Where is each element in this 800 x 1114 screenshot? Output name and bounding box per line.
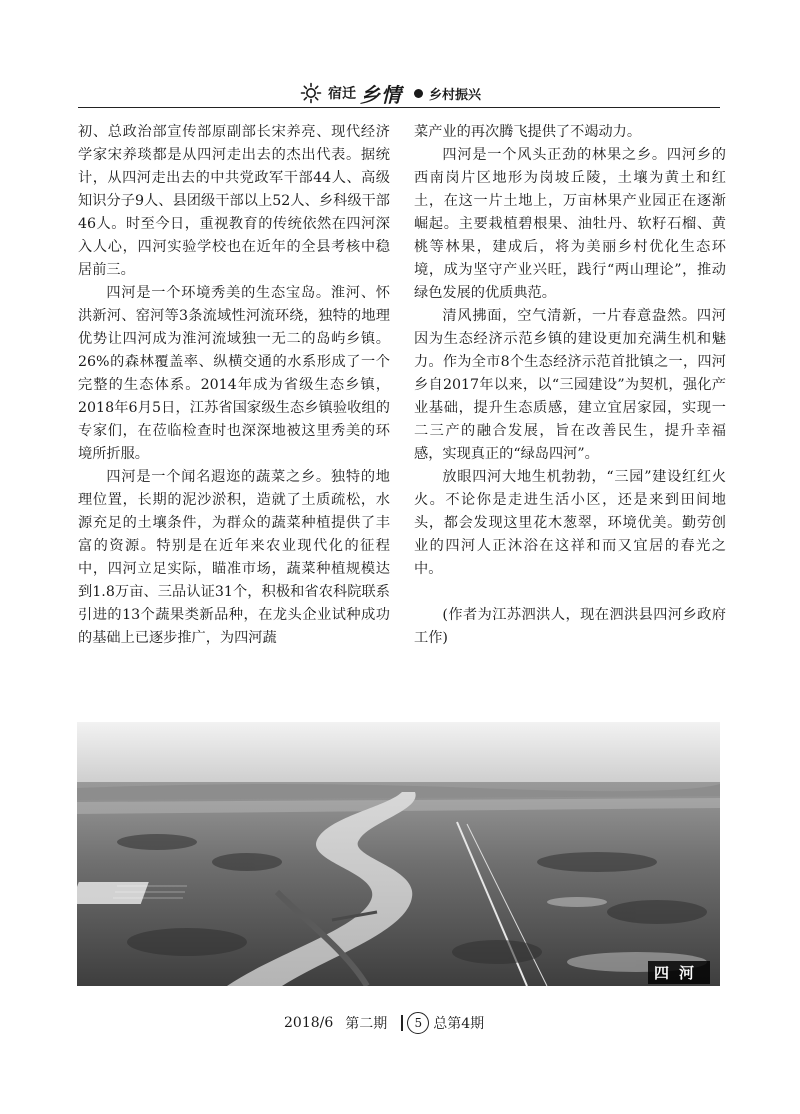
paragraph: 四河是一个环境秀美的生态宝岛。淮河、怀洪新河、窑河等3条流域性河流环绕，独特的地理优势让四河成为淮河流域独一无二的岛屿乡镇。26%的森林覆盖率、纵横交通的水系形成了一个完整的生态体系。2014年成为省级生态乡镇，2018年6月5日，江苏省国家级生态乡镇验收组的专家们，在莅临检查时也深深地被这里秀美的环境所折服。 bbox=[78, 285, 390, 462]
page-header bbox=[0, 78, 800, 110]
page-number: 5 bbox=[407, 1012, 429, 1034]
photo-caption: 四河 bbox=[648, 961, 710, 984]
header-divider bbox=[78, 107, 720, 108]
issue-label: 第二期 bbox=[345, 1016, 388, 1032]
aerial-river-photo bbox=[77, 722, 720, 986]
author-byline: (作者为江苏泗洪人，现在泗洪县四河乡政府工作) bbox=[414, 607, 726, 646]
total-issue-label: 总第4期 bbox=[433, 1016, 485, 1032]
sun-icon bbox=[300, 82, 322, 104]
header-section-title: 乡村振兴 bbox=[429, 87, 482, 103]
header-brand bbox=[300, 80, 481, 106]
issue-date: 2018/6 bbox=[284, 1015, 334, 1031]
paragraph: 初、总政治部宣传部原副部长宋养亮、现代经济学家宋养琰都是从四河走出去的杰出代表。据统计，从四河走出去的中共党政军干部44人、高级知识分子9人、县团级干部以上52人、乡科级干部46人。时至今日，重视教育的传统依然在四河深入人心，四河实验学校也在近年的全县考核中稳居前三。 bbox=[78, 124, 390, 278]
paragraph: 放眼四河大地生机勃勃，“三园”建设红红火火。不论你是走进生活小区，还是来到田间地头，都会发现这里花木葱翠，环境优美。勤劳创业的四河人正沐浴在这祥和而又宜居的春光之中。 bbox=[414, 469, 726, 577]
footer-divider bbox=[401, 1015, 403, 1031]
paragraph: 清风拂面，空气清新，一片春意盎然。四河因为生态经济示范乡镇的建设更加充满生机和魅力。作为全市8个生态经济示范首批镇之一，四河乡自2017年以来，以“三园建设”为契机，强化产业基础，提升生态质感，建立宜居家园，实现一二三产的融合发展，旨在改善民生，提升幸福感，实现真正的“绿岛四河”。 bbox=[414, 308, 726, 462]
paragraph: 四河是一个风头正劲的林果之乡。四河乡的西南岗片区地形为岗坡丘陵，土壤为黄土和红土，在这一片土地上，万亩林果产业园正在逐渐崛起。主要栽植碧根果、油牡丹、软籽石榴、黄桃等林果，建成后，将为美丽乡村优化生态环境，成为坚守产业兴旺，践行“两山理论”，推动绿色发展的优质典范。 bbox=[414, 147, 726, 301]
paragraph: 菜产业的再次腾飞提供了不竭动力。 bbox=[414, 124, 642, 140]
header-brand-main: 乡情 bbox=[360, 82, 402, 107]
paragraph: 四河是一个闻名遐迩的蔬菜之乡。独特的地理位置，长期的泥沙淤积，造就了土质疏松，水源充足的土壤条件，为群众的蔬菜种植提供了丰富的资源。特别是在近年来农业现代化的征程中，四河立足实际，瞄准市场，蔬菜种植规模达到1.8万亩、三品认证31个，积极和省农科院联系引进的13个蔬果类新品种，在龙头企业试种成功的基础上已逐步推广，为四河蔬 bbox=[78, 469, 390, 646]
river-landscape-image bbox=[77, 722, 720, 986]
bullet-dot-icon bbox=[414, 89, 423, 98]
page-footer bbox=[0, 1012, 800, 1036]
header-brand-prefix: 宿迁 bbox=[328, 86, 356, 102]
article-column-left bbox=[78, 121, 390, 650]
article-column-right bbox=[414, 121, 726, 650]
